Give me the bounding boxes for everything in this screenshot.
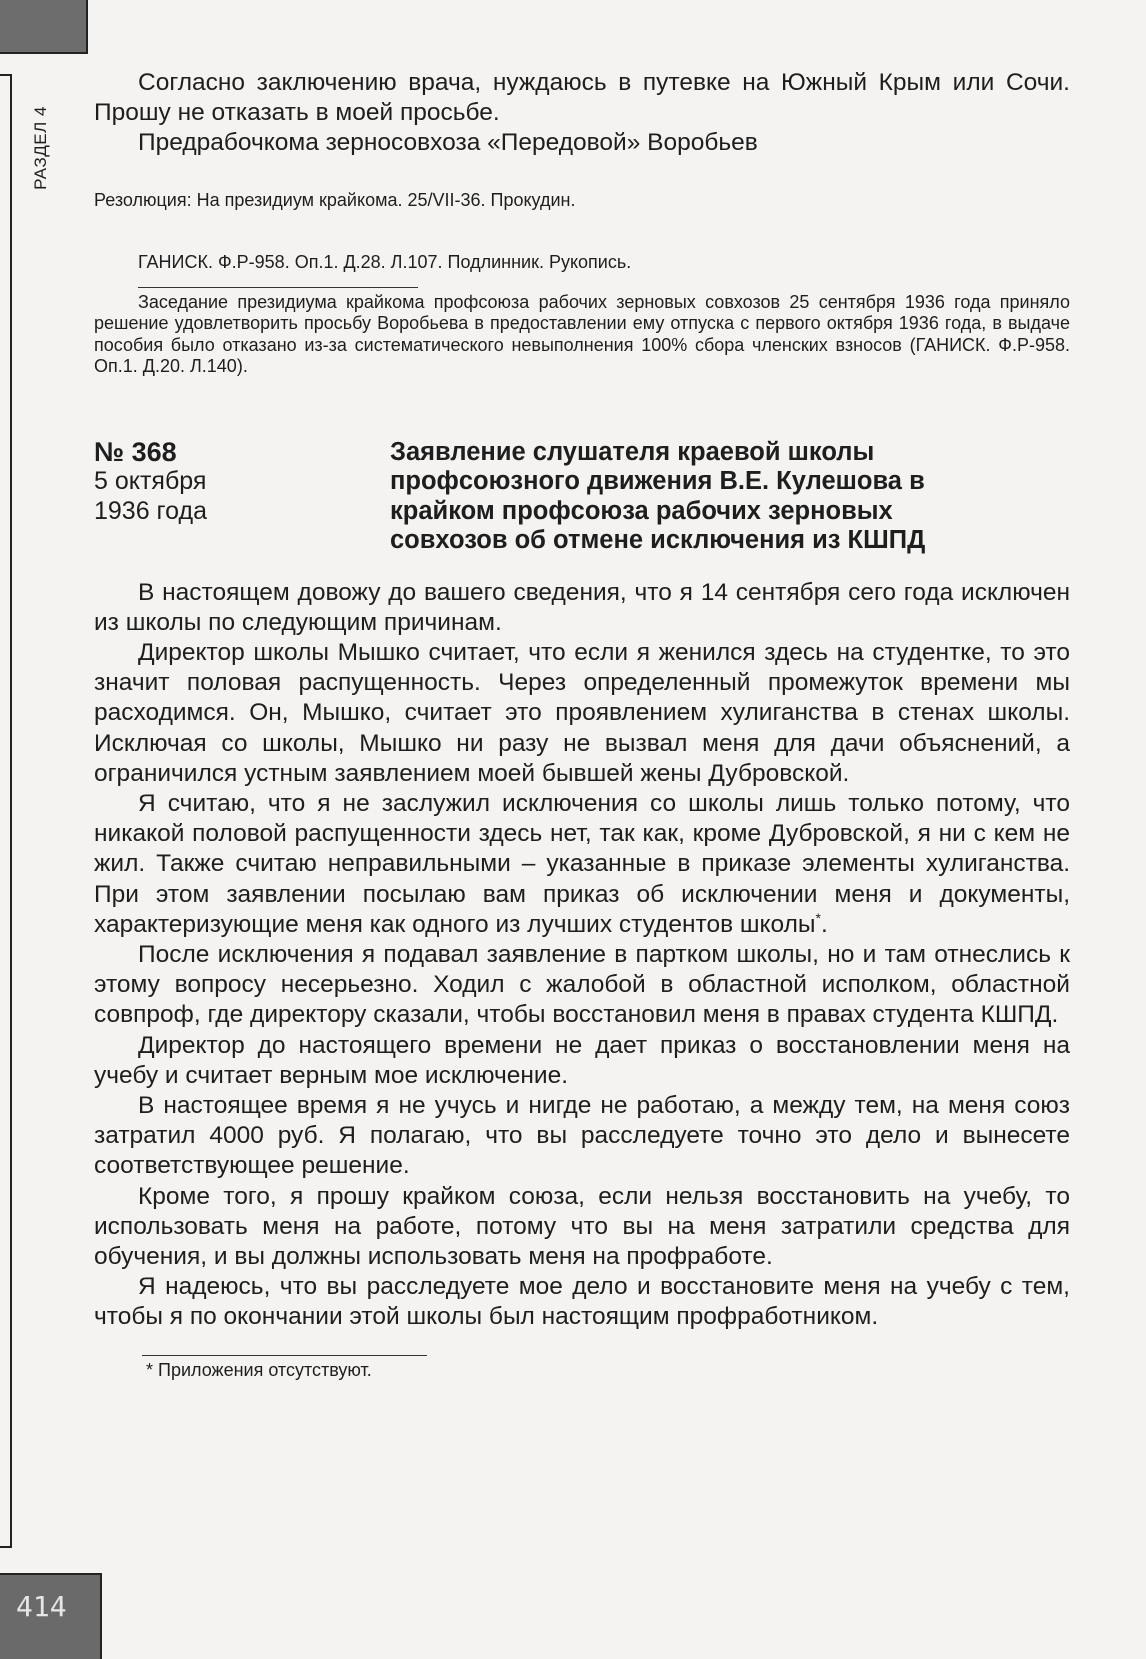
document-header (94, 438, 1070, 556)
section-label: РАЗДЕЛ 4 (31, 106, 50, 190)
body-paragraph: В настоящее время я не учусь и нигде не работаю, а между тем, на меня союз затратил 4000 руб. Я полагаю, что вы расследуете точно это дело и вынесете соответствующее решение. (94, 1092, 1070, 1180)
document-title: Заявление слушателя краевой школы профсоюзного движения В.Е. Кулешова в крайком профсоюза рабочих зерновых совхозов об отмене исключения из КШПД (390, 437, 926, 555)
document-meta (94, 438, 390, 556)
footnote: * Приложения отсутствуют. (146, 1359, 372, 1380)
page-content (94, 68, 1070, 1381)
margin-frame (0, 74, 12, 1548)
document-number: № 368 (94, 436, 177, 467)
prev-signature: Предрабочкома зерносовхоза «Передовой» Воробьев (138, 129, 758, 157)
editor-note: Заседание президиума крайкома профсоюза рабочих зерновых совхозов 25 сентября 1936 года приняло решение удовлетворить просьбу Воробьева в предоставлении ему отпуска с первого октября 1936 года, в выдаче пособия было отказано из-за систематического невыполнения 100% сбора членских взносов (ГАНИСК. Ф.Р-958. Оп.1. Д.20. Л.140). (94, 291, 1070, 377)
body-paragraph: Директор школы Мышко считает, что если я женился здесь на студентке, то это значит половая распущенность. Через определенный промежуток времени мы расходимся. Он, Мышко, считает это проявлением хулиганства в стенах школы. Исключая со школы, Мышко ни разу не вызвал меня для дачи объяснений, а ограничился устным заявлением моей бывшей жены Дубровской. (94, 639, 1070, 787)
prev-closing-text: Согласно заключению врача, нуждаюсь в путевке на Южный Крым или Сочи. Прошу не отказать в моей просьбе. (94, 69, 1070, 127)
body-paragraph: В настоящем довожу до вашего сведения, что я 14 сентября сего года исключен из школы по следующим причинам. (94, 578, 1070, 636)
body-paragraph: После исключения я подавал заявление в партком школы, но и там отнеслись к этому вопросу несерьезно. Ходил с жалобой в областной исполком, областной совпроф, где директору сказали, чтобы восстановил меня в правах студента КШПД. (94, 941, 1070, 1029)
footnote-divider (142, 1355, 427, 1356)
body-paragraph: Кроме того, я прошу крайком союза, если нельзя восстановить на учебу, то использовать меня на работе, потому что вы на меня затратили средства для обучения, и вы должны использовать меня на профработе. (94, 1182, 1070, 1271)
footnote-marker: * (815, 909, 821, 926)
body-paragraph: Я надеюсь, что вы расследуете мое дело и восстановите меня на учебу с тем, чтобы я по окончании этой школы был настоящим профработником. (94, 1273, 1070, 1331)
corner-decoration (0, 0, 88, 54)
page-number: 414 (16, 1590, 67, 1623)
note-divider (138, 287, 418, 288)
body-paragraph: Директор до настоящего времени не дает приказ о восстановлении меня на учебу и считает верным мое исключение. (94, 1031, 1070, 1089)
document-date-day: 5 октября (94, 467, 207, 496)
resolution: Резолюция: На президиум крайкома. 25/VII-36. Прокудин. (94, 189, 576, 210)
document-body (94, 578, 1070, 1333)
body-paragraph: Я считаю, что я не заслужил исключения со школы лишь только потому, что никакой половой распущенности здесь нет, так как, кроме Дубровской, я ни с кем не жил. Также считаю неправильными – указанные в приказе элементы хулиганства. При этом заявлении посылаю вам приказ об исключении меня и документы, характеризующие меня как одного из лучших студентов школы*. (94, 790, 1070, 938)
archive-reference: ГАНИСК. Ф.Р-958. Оп.1. Д.28. Л.107. Подлинник. Рукопись. (138, 251, 632, 272)
document-date-year: 1936 года (94, 496, 207, 525)
